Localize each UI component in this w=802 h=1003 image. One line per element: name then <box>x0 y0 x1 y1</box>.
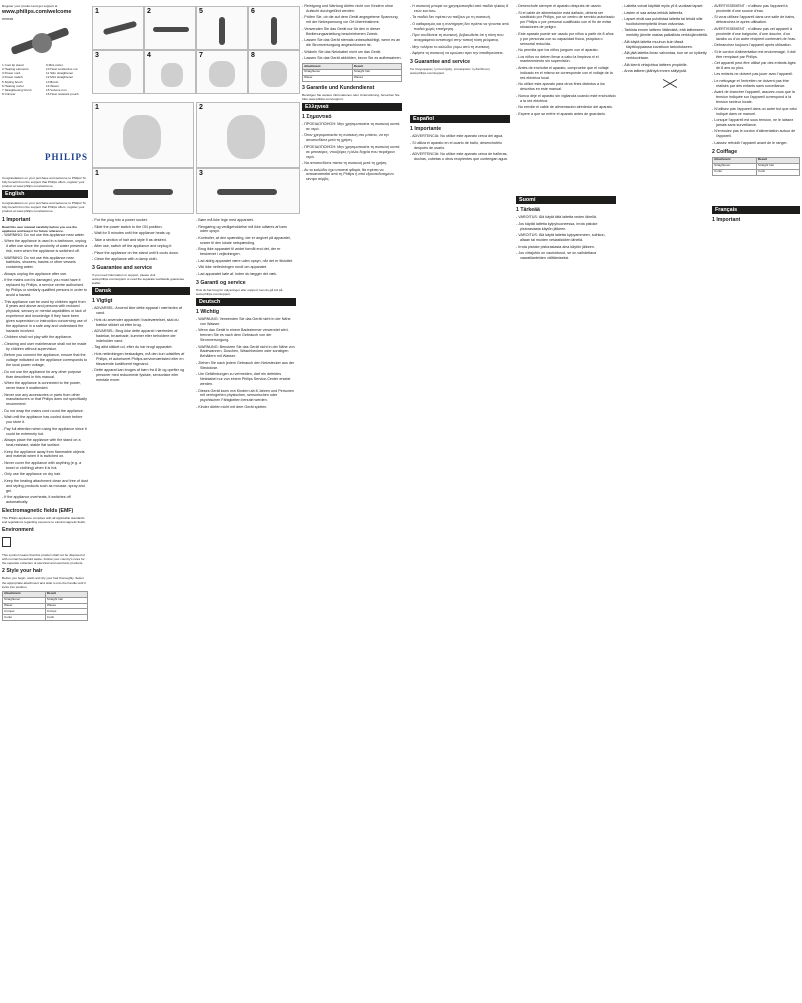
list-item: - WARNUNG: Verwenden Sie das Gerät nicht in der Nähe von Wasser. <box>196 317 296 327</box>
list-item: - Brug ikke apparatet til andet formål end det, der er beskrevet i vejledningen. <box>196 247 296 257</box>
list-item: - Before you connect the appliance, ensure that the voltage indicated on the appliance corresponds to the local power voltage. <box>2 353 88 368</box>
list-item: - Always unplug the appliance after use. <box>2 272 88 277</box>
list-item: - Vikl ikke netledningen rundt om apparatet. <box>196 265 296 270</box>
spanish-bullets <box>410 134 510 162</box>
part-item: 7 Straightening brush <box>2 87 32 92</box>
part-item: 5 Styling brush <box>2 79 23 84</box>
list-item: - ΠΡΟΕΙΔΟΠΟΙΗΣΗ: Μην χρησιμοποιείτε τη συσκευή κοντά σε νερό. <box>302 122 402 132</box>
list-item: - Children shall not play with the appliance. <box>2 335 88 340</box>
list-item: - Jos virtajohto on vaurioitunut, se on vaihdettava vaaratilanteiden välttämiseksi. <box>516 251 616 261</box>
list-item: - After use, switch off the appliance and unplug it. <box>92 244 190 249</box>
heading-francais: Français <box>712 206 800 214</box>
heading-important: 1 Important <box>2 216 31 223</box>
part-item: 16 Heat resistant pouch <box>46 91 79 96</box>
list-item: - Wickeln Sie das Netzkabel nicht um das Gerät. <box>302 50 402 55</box>
list-item: - Älä kierrä virtajohtoa laitteen ympärille. <box>622 63 708 68</box>
list-item: - Si vous utilisez l'appareil dans une salle de bains, débranchez-le après utilisation. <box>712 15 800 25</box>
table-header: Result <box>45 591 87 597</box>
cover-tagline: Register your product and get support at <box>2 4 58 8</box>
list-item: - No permita que los niños jueguen con el aparato. <box>516 48 616 53</box>
style-steps <box>92 218 190 262</box>
list-item: - Jos käytät laitetta kylpyhuoneessa, irrota pistoke pistorasiasta käytön jälkeen. <box>516 222 616 232</box>
list-item: - Take a section of hair and style it as desired. <box>92 238 190 243</box>
list-item: - Place the appliance on the stand until it cools down. <box>92 251 190 256</box>
list-item: - Wait until the appliance has cooled down before you store it. <box>2 415 88 425</box>
list-item: - No enrolle el cable de alimentación alrededor del aparato. <box>516 105 616 110</box>
figure-8: 8 <box>248 50 300 94</box>
list-item: - N'enroulez pas le cordon d'alimentation autour de l'appareil. <box>712 129 800 139</box>
column-danish-german <box>196 218 296 411</box>
danish-guarantee: Hvis du har brug for oplysninger eller support, kan du gå ind på www.philips.com/support. <box>196 287 283 296</box>
list-item: - Ο καθαρισμός και η συντήρηση δεν πρέπει να γίνονται από παιδιά χωρίς επιτήρηση. <box>410 22 510 32</box>
heading-guarantee: 3 Guarantee and service <box>92 264 152 271</box>
part-item: 3 Power cord <box>2 71 21 76</box>
table-row: Crimper Crimps <box>3 609 88 615</box>
list-item: - AVERTISSEMENT : n'utilisez pas cet appareil à proximité d'une baignoire, d'une douche, d'un lavabo ou d'un autre récipient contenant de l'eau. <box>712 27 800 42</box>
list-item: - VAROITUS: Älä käytä tätä laitetta veden lähellä. <box>516 215 616 220</box>
german-bullets-cont <box>302 4 402 61</box>
list-item: - Nunca deje el aparato sin vigilancia cuando esté enchufado a la red eléctrica. <box>516 94 616 104</box>
german-bullets <box>196 317 296 410</box>
list-item: - Τα παιδιά δεν πρέπει να παίζουν με τη συσκευή. <box>410 15 510 20</box>
list-item: - Älä jätä laitetta ilman valvontaa, kun se on kytketty verkkovirtaan. <box>622 51 708 61</box>
list-item: - Lasten ei saa antaa leikkiä laitteella. <box>622 11 708 16</box>
part-item: 9 Mini curler <box>46 63 63 68</box>
part-item: 10 Heat conductive cut <box>46 67 78 72</box>
figure-11: 1 <box>92 168 194 214</box>
heading-tarkeaa: 1 Tärkeää <box>516 207 540 214</box>
table-row: Straightener Straight hair <box>713 163 800 169</box>
list-item: - Slide the power switch to the ON position. <box>92 225 190 230</box>
part-item: 13 Brush <box>46 79 59 84</box>
column-english-cont <box>92 218 190 384</box>
heading-deutsch: Deutsch <box>196 298 296 306</box>
list-item: - WARNUNG: Benutzen Sie das Gerät nicht in der Nähe von Badewannen, Duschen, Waschbecken oder sonstigen Behältern mit Wasser. <box>196 345 296 360</box>
figure-3: 3 <box>92 50 144 94</box>
english-intro-2: Congratulations on your purchase and welcome to Philips! To fully benefit from the support that Philips offers, register your product at www.philips.com/welcome. <box>2 201 86 214</box>
list-item: - Si utiliza el aparato en el cuarto de baño, desenchúfelo después de usarlo. <box>410 141 510 151</box>
list-item: - Este aparato puede ser usado por niños a partir de 8 años y por personas con su capacidad física, psíquica o sensorial reducida. <box>516 32 616 47</box>
list-item: - Cet appareil peut être utilisé par des enfants âgés de 8 ans ou plus. <box>712 61 800 71</box>
part-item: 11 Slim straightener <box>46 71 74 76</box>
figure-1: 1 <box>92 6 144 50</box>
list-item: - ADVERTENCIA: No utilice este aparato cerca de bañeras, duchas, cubetas u otros recipientes que contengan agua. <box>410 152 510 162</box>
figure-7: 7 <box>196 50 248 94</box>
list-item: - This appliance can be used by children aged from 8 years and above and persons with reduced physical, sensory or mental capabilities or lack of experience and knowledge if they have been given supervision or instruction concerning use of the appliance in a safe way and understand the hazards involved. <box>2 300 88 334</box>
list-item: - Πριν συνδέσετε τη συσκευή, βεβαιωθείτε ότι η τάση που αναγράφεται αντιστοιχεί στην τοπική τάση ρεύματος. <box>410 33 510 43</box>
spanish-bullets-cont <box>516 4 616 116</box>
heading-vigtigt: 1 Vigtigt <box>92 298 113 305</box>
heading-english: English <box>2 190 88 198</box>
list-item: - Si el cable de alimentación está dañado, deberá ser sustituido por Philips, por un centro de servicio autorizado por Philips o por personal cualificado con el fin de evitar situaciones de peligro. <box>516 11 616 31</box>
weee-bin-icon <box>2 537 11 547</box>
figure-10: 2 <box>196 102 300 168</box>
list-item: - Keep the appliance away from flammable objects and material when it is switched on. <box>2 450 88 460</box>
list-item: - Dette apparat kan bruges af børn fra 8 år og opefter og personer med reducerede fysiske, sensoriske eller mentale evner. <box>92 368 190 383</box>
table-header: Attachment <box>3 591 46 597</box>
cover-url: www.philips.com/welcome <box>2 9 72 16</box>
column-finnish <box>622 0 708 90</box>
danish-bullets <box>92 306 190 383</box>
list-item: - Verwenden Sie das Gerät nur für den in dieser Bedienungsanleitung beschriebenen Zweck. <box>302 27 402 37</box>
cover-device-illustration <box>2 23 88 63</box>
column-german <box>302 0 402 184</box>
list-item: - Antes de enchufar el aparato, compruebe que el voltaje indicado en el mismo se corresponde con el voltaje de la red eléctrica local. <box>516 66 616 81</box>
greek-guarantee: Για πληροφορίες ή υποστήριξη, επισκεφτείτε τη διεύθυνση www.philips.com/support. <box>410 67 490 76</box>
column-english <box>2 0 88 623</box>
style-intro: Before you begin, wash and dry your hair thoroughly. Select the appropriate attachment and slide it onto the handle until it locks into position. <box>2 576 86 589</box>
list-item: - Le nettoyage et l'entretien ne doivent pas être réalisés par des enfants sans surveillance. <box>712 79 800 89</box>
list-item: - Clean the appliance with a damp cloth. <box>92 257 190 262</box>
cover-parts-list <box>2 63 88 96</box>
list-item: - When the appliance is connected to the power, never leave it unattended. <box>2 381 88 391</box>
part-item: 4 Power switch <box>2 75 23 80</box>
list-item: - Desenchufe siempre el aparato después de usarlo. <box>516 4 616 9</box>
environment-text: This symbol means that this product shall not be disposed of with normal household waste. Follow your country's rules for the separate collection of electrical and electronic products. <box>2 553 85 566</box>
list-item: - Avant de brancher l'appareil, assurez-vous que la tension indiquée sur l'appareil correspond à la tension secteur locale. <box>712 90 800 105</box>
french-table: Attachment Result Straightener Straight hair Curler Curls <box>712 157 800 176</box>
list-item: - VAROITUS: Älä käytä laitetta kylpyammeen, suihkun, altaan tai muiden vesiastioiden lähellä. <box>516 233 616 243</box>
table-row: Curler Curls <box>3 615 88 621</box>
list-item: - Only use the appliance on dry hair. <box>2 472 88 477</box>
list-item: - AVERTISSEMENT : n'utilisez pas l'appareil à proximité d'une source d'eau. <box>712 4 800 14</box>
heading-greek-guarantee: 3 Guarantee and service <box>410 59 470 66</box>
list-item: - Do not wrap the mains cord round the appliance. <box>2 409 88 414</box>
heading-emf: Electromagnetic fields (EMF) <box>2 507 74 514</box>
part-item: 1 Cool tip stand <box>2 63 24 68</box>
heading-garantie: 3 Garantie und Kundendienst <box>302 84 375 91</box>
part-item: 14 Waver <box>46 83 60 88</box>
heading-wichtig: 1 Wichtig <box>196 308 220 315</box>
figure-6: 6 <box>248 6 300 50</box>
table-row: Straightener Straight hair <box>3 597 88 603</box>
list-item: - Laitetta voivat käyttää myös yli 8-vuotiaat lapset. <box>622 4 708 9</box>
list-item: - Never use any accessories or parts from other manufacturers or that Philips does not specifically recommend. <box>2 393 88 408</box>
heading-garanti: 3 Garanti og service <box>196 279 246 286</box>
heading-simantiko: 1 Σημαντικό <box>302 113 332 120</box>
list-item: - Débranchez toujours l'appareil après utilisation. <box>712 43 800 48</box>
column-greek-spanish <box>410 0 510 164</box>
list-item: - Rengøring og vedligeholdelse må ikke udføres af børn uden opsyn. <box>196 225 296 235</box>
list-item: - Put the plug into a power socket. <box>92 218 190 223</box>
list-item: - No utilice este aparato para otros fines distintos a los descritos en este manual. <box>516 82 616 92</box>
heading-style-hair: 2 Style your hair <box>2 568 43 575</box>
list-item: - Όταν χρησιμοποιείτε τη συσκευή στο μπάνιο, να την αποσυνδέετε μετά τη χρήση. <box>302 133 402 143</box>
list-item: - Hvis du anvender apparatet i badeværelset, skal du trække stikket ud efter brug. <box>92 318 190 328</box>
list-item: - Les enfants ne doivent pas jouer avec l'appareil. <box>712 72 800 77</box>
list-item: - Pay full attention when using the appliance since it could be extremely hot. <box>2 427 88 437</box>
list-item: - Älä käytä laitetta muuhun kuin tässä käyttöoppaassa kuvattuun tarkoitukseen. <box>622 40 708 50</box>
list-item: - Lassen Sie das Gerät abkühlen, bevor Sie es aufbewahren. <box>302 56 402 61</box>
list-item: - Irrota pistoke pistorasiasta aina käytön jälkeen. <box>516 245 616 250</box>
part-item: 15 Volume iron <box>46 87 67 92</box>
list-item: - ADVERTENCIA: No utilice este aparato cerca del agua. <box>410 134 510 139</box>
list-item: - Tag altid stikket ud, efter du har brugt apparatet. <box>92 345 190 350</box>
list-item: - ΠΡΟΕΙΔΟΠΟΙΗΣΗ: Μην χρησιμοποιείτε τη συσκευή κοντά σε μπανιέρες, ντουζιέρες ή άλλα δοχεία που περιέχουν νερό. <box>302 145 402 160</box>
emf-text: This Philips appliance complies with all applicable standards and regulations regarding exposure to electromagnetic fields. <box>2 515 86 525</box>
list-item: - N'utilisez pas l'appareil dans un autre but que celui indiqué dans ce manuel. <box>712 107 800 117</box>
attachment-table <box>2 591 88 622</box>
column-french <box>712 0 800 225</box>
french-bullets <box>712 4 800 146</box>
heading-espanol: Español <box>410 115 510 123</box>
cover-model: HP8699 <box>2 17 14 22</box>
greek-bullets-cont <box>410 4 510 56</box>
list-item: - Los niños no deben llevar a cabo la limpieza ni el mantenimiento sin supervisión. <box>516 55 616 65</box>
list-item: - Αν το καλώδιο έχει υποστεί φθορά, θα πρέπει να αντικατασταθεί από τη Philips ή από εξουσιοδοτημένο κέντρο σέρβις. <box>302 168 402 183</box>
list-item: - Wait for 5 minutes until the appliance heats up. <box>92 231 190 236</box>
list-item: - Lad apparatet køle af, inden du lægger det væk. <box>196 272 296 277</box>
heading-importante: 1 Importante <box>410 126 442 133</box>
figure-4: 4 <box>144 50 196 94</box>
brand-logo: PHILIPS <box>44 151 88 162</box>
list-item: - WARNING: Do not use this appliance near water. <box>2 233 88 238</box>
english-intro: Congratulations on your purchase and welcome to Philips! To fully benefit from the support that Philips offers, register your product at www.philips.com/welcome. <box>2 175 86 189</box>
list-item: - Wenn das Gerät in einem Badezimmer verwendet wird, trennen Sie es nach dem Gebrauch von der Stromversorgung. <box>196 328 296 343</box>
list-item: - Never cover the appliance with anything (e.g. a towel or clothing) when it is hot. <box>2 461 88 471</box>
list-item: - Αφήστε τη συσκευή να κρυώσει πριν την αποθηκεύσετε. <box>410 51 510 56</box>
list-item: - Hvis netledningen beskadiges, må den kun udskiftes af Philips, et autoriseret Philips-serviceværksted eller en tilsvarende kvalificeret fagmand. <box>92 352 190 367</box>
list-item: - Kinder dürfen nicht mit dem Gerät spielen. <box>196 405 296 410</box>
list-item: - Reinigung und Wartung dürfen nicht von Kindern ohne Aufsicht durchgeführt werden. <box>302 4 402 14</box>
list-item: - Lassen Sie das Gerät niemals unbeaufsichtigt, wenn es an die Stromversorgung angeschlossen ist. <box>302 38 402 48</box>
list-item: - Laissez refroidir l'appareil avant de le ranger. <box>712 141 800 146</box>
table-row: Curler Curls <box>713 169 800 175</box>
list-item: - Dieses Gerät kann von Kindern ab 8 Jahren und Personen mit verringerten physischen, sensorischen oder psychischen Fähigkeiten benutzt werden. <box>196 389 296 404</box>
part-item: 8 Crimper <box>2 91 16 96</box>
list-item: - ADVARSEL: Anvend ikke dette apparat i nærheden af vand. <box>92 306 190 316</box>
figure-5: 5 <box>196 6 248 50</box>
heading-dansk: Dansk <box>92 287 190 295</box>
column-spanish-finnish <box>516 0 616 263</box>
part-item: 6 Heating curler <box>2 83 24 88</box>
heading-suomi: Suomi <box>516 196 616 204</box>
list-item: - Si le cordon d'alimentation est endommagé, il doit être remplacé par Philips. <box>712 50 800 60</box>
no-bath-icon <box>662 78 678 90</box>
english-warning: Read this user manual carefully before you use the appliance and keep it for future reference. <box>2 224 77 233</box>
list-item: - If the appliance overheats, it switches off automatically. <box>2 495 88 505</box>
list-item: - If the mains cord is damaged, you must have it replaced by Philips, a service centre authorised by Philips or similarly qualified persons in order to avoid a hazard. <box>2 278 88 298</box>
figure-2: 2 <box>144 6 196 50</box>
finnish-bullets-cont <box>622 4 708 74</box>
list-item: - Η συσκευή μπορεί να χρησιμοποιηθεί από παιδιά ηλικίας 8 ετών και άνω. <box>410 4 510 14</box>
list-item: - Always place the appliance with the stand on a heat-resistant, stable flat surface. <box>2 438 88 448</box>
list-item: - Cleaning and user maintenance shall not be made by children without supervision. <box>2 342 88 352</box>
list-item: - Um Gefährdungen zu vermeiden, darf ein defektes Netzkabel nur von einem Philips Service-Center ersetzt werden. <box>196 372 296 387</box>
heading-important-fr: 1 Important <box>712 216 741 223</box>
heading-coiffage: 2 Coiffage <box>712 148 738 155</box>
list-item: - Kontroller, at den spænding, der er angivet på apparatet, svarer til den lokale netspænding. <box>196 236 296 246</box>
list-item: - ADVARSEL: Brug ikke dette apparat i nærheden af badekar, brusebade, kummer eller beholdere der indeholder vand. <box>92 329 190 344</box>
figure-9: 1 <box>92 102 194 168</box>
table-row: Waver Waves <box>303 75 402 81</box>
danish-bullets-cont <box>196 218 296 277</box>
list-item: - Lapset eivät saa puhdistaa laitetta tai tehdä sille huoltotoimenpiteitä ilman valvontaa. <box>622 17 708 27</box>
finnish-bullets <box>516 215 616 261</box>
list-item: - Να αποσυνδέετε πάντα τη συσκευή μετά τη χρήση. <box>302 161 402 166</box>
list-item: - When the appliance is used in a bathroom, unplug it after use since the proximity of water presents a risk, even when the appliance is switched off. <box>2 239 88 254</box>
list-item: - Tarkista ennen laitteen liittämistä, että laitteeseen merkitty jännite vastaa paikallista verkkojännitettä. <box>622 28 708 38</box>
greek-bullets <box>302 122 402 182</box>
list-item: - Ziehen Sie nach jedem Gebrauch den Netzstecker aus der Steckdose. <box>196 361 296 371</box>
list-item: - Lad aldrig apparatet være uden opsyn, når det er tilsluttet. <box>196 259 296 264</box>
guarantee-text: If you need information or support, please visit www.philips.com/support or read the separate worldwide guarantee leaflet. <box>92 272 185 286</box>
list-item: - Do not use the appliance for any other purpose than described in this manual. <box>2 370 88 380</box>
list-item: - Μην τυλίγετε το καλώδιο γύρω από τη συσκευή. <box>410 45 510 50</box>
table-row: Waver Waves <box>3 603 88 609</box>
list-item: - Prüfen Sie, ob die auf dem Gerät angegebene Spannung mit der Netzspannung vor Ort übereinstimmt. <box>302 15 402 25</box>
german-table: Attachment Result Straightener Straight hair Waver Waves <box>302 63 402 82</box>
list-item: - Keep the heating attachment clean and free of dust and styling products such as mousse, spray and gel. <box>2 479 88 494</box>
table-row: Straightener Straight hair <box>303 69 402 75</box>
figure-12: 3 <box>196 168 300 214</box>
list-item: - Børn må ikke lege med apparatet. <box>196 218 296 223</box>
list-item: - Espere a que se enfríe el aparato antes de guardarlo. <box>516 112 616 117</box>
heading-environment: Environment <box>2 527 34 534</box>
list-item: - Anna laitteen jäähtyä ennen säilytystä. <box>622 69 708 74</box>
heading-ellinika: Ελληνικά <box>302 103 402 111</box>
list-item: - Lorsque l'appareil est sous tension, ne le laissez jamais sans surveillance. <box>712 118 800 128</box>
part-item: 2 Heating elements <box>2 67 29 72</box>
part-item: 12 Mini straightener <box>46 75 74 80</box>
german-guarantee: Benötigen Sie weitere Informationen oder Unterstützung, besuchen Sie bitte www.philips.com/support. <box>302 92 400 101</box>
list-item: - WARNING: Do not use this appliance near bathtubs, showers, basins or other vessels containing water. <box>2 256 88 271</box>
english-bullets <box>2 233 88 505</box>
